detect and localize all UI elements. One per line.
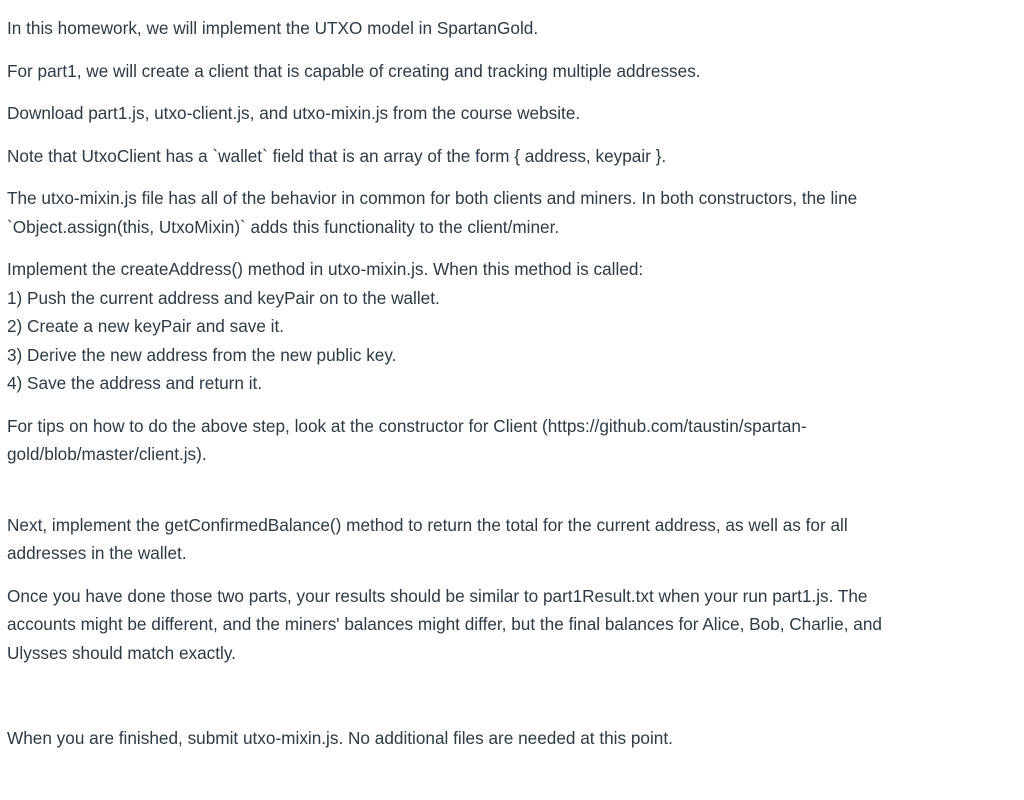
balance-paragraph	[7, 511, 1007, 568]
step-item: 2) Create a new keyPair and save it.	[7, 316, 285, 336]
tips-line: For tips on how to do the above step, look at the constructor for Client (https://github.com/taustin/spartan-	[7, 415, 807, 436]
mixin-paragraph	[7, 184, 1007, 241]
step-item: 1) Push the current address and keyPair on to the wallet.	[7, 287, 440, 308]
create-address-intro: Implement the createAddress() method in utxo-mixin.js. When this method is called:	[7, 259, 644, 279]
tips-line: gold/blob/master/client.js).	[7, 444, 207, 464]
part1-paragraph: For part1, we will create a client that is capable of creating and tracking multiple addresses.	[7, 60, 701, 81]
step-item: 3) Derive the new address from the new public key.	[7, 344, 397, 365]
create-address-paragraph	[7, 255, 1007, 398]
result-paragraph	[7, 582, 1007, 668]
assignment-instructions	[7, 14, 1007, 753]
balance-line: Next, implement the getConfirmedBalance() method to return the total for the current address, as well as for all	[7, 514, 848, 535]
mixin-line: The utxo-mixin.js file has all of the behavior in common for both clients and miners. In both constructors, the line	[7, 188, 858, 208]
balance-line: addresses in the wallet.	[7, 543, 187, 563]
mixin-line: `Object.assign(this, UtxoMixin)` adds this functionality to the client/miner.	[7, 216, 560, 237]
intro-paragraph: In this homework, we will implement the UTXO model in SpartanGold.	[7, 18, 539, 38]
submit-paragraph: When you are finished, submit utxo-mixin.js. No additional files are needed at this point.	[7, 728, 673, 748]
result-line: Once you have done those two parts, your results should be similar to part1Result.txt when your run part1.js. The	[7, 585, 868, 606]
wallet-note-paragraph: Note that UtxoClient has a `wallet` field that is an array of the form { address, keypair }.	[7, 145, 667, 166]
step-item: 4) Save the address and return it.	[7, 373, 263, 393]
result-line: Ulysses should match exactly.	[7, 642, 236, 663]
tips-paragraph	[7, 412, 1007, 469]
download-paragraph: Download part1.js, utxo-client.js, and utxo-mixin.js from the course website.	[7, 103, 581, 123]
result-line: accounts might be different, and the miners' balances might differ, but the final balances for Alice, Bob, Charlie, and	[7, 614, 882, 634]
